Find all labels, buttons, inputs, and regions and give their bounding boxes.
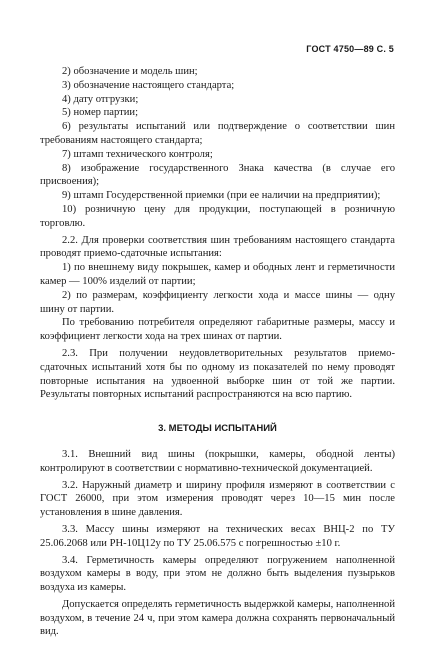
paragraph-2-2-item-2: 2) по размерам, коэффициенту легкости хода и массе шины — одну шину от партии.: [40, 289, 395, 315]
section-title: 3. МЕТОДЫ ИСПЫТАНИЙ: [158, 423, 277, 435]
paragraph-3-4: 3.4. Герметичность камеры определяют погружением наполненной воздухом камеры в воду, при этом не должно быть выделения пузырьков воздуха из камеры.: [40, 554, 395, 594]
list-item-6: 6) результаты испытаний или подтверждение о соответствии шин требованиям настоящего стандарта;: [40, 121, 395, 146]
list-item-7: 7) штамп технического контроля;: [62, 148, 213, 160]
page-header: ГОСТ 4750—89 С. 5: [306, 44, 394, 54]
paragraph-2-3: 2.3. При получении неудовлетворительных результатов приемо-сдаточных испытаний хотя бы по одному из показателей по нему проводят повторные испытания на удвоенной выборке шин от той же партии. Результаты повторных испытаний распространяются на всю партию.: [40, 347, 395, 401]
paragraph-3-3: 3.3. Массу шины измеряют на технических весах ВНЦ-2 по ТУ 25.06.2068 или РН-10Ц12у по ТУ 25.06.575 с погрешностью ±10 г.: [40, 523, 395, 549]
document-body: [40, 65, 395, 639]
paragraph-3-1: 3.1. Внешний вид шины (покрышки, камеры, ободной ленты) контролируют в соответствии с нормативно-технической документацией.: [40, 448, 395, 474]
list-item-2: 2) обозначение и модель шин;: [62, 66, 198, 77]
list-item-4: 4) дату отгрузки;: [62, 93, 139, 105]
paragraph-3-2: 3.2. Наружный диаметр и ширину профиля измеряют в соответствии с ГОСТ 26000, при этом измерения проводят через 10—15 мин после установления в шине давления.: [40, 479, 395, 519]
list-item-3: 3) обозначение настоящего стандарта;: [62, 79, 235, 91]
paragraph-2-2-item-1: 1) по внешнему виду покрышек, камер и ободных лент и герметичности камер — 100% изделий от партии;: [40, 262, 395, 287]
paragraph-consumer: По требованию потребителя определяют габаритные размеры, массу и коэффициент легкости хода на трех шинах от партии.: [40, 317, 395, 343]
paragraph-final: Допускается определять герметичность выдержкой камеры, наполненной воздухом, в течение 24 ч, при этом камера должна сохранять первоначальный вид.: [40, 598, 395, 638]
list-item-9: 9) штамп Госудерственной приемки (при ее наличии на предприятии);: [62, 190, 381, 202]
list-item-5: 5) номер партии;: [62, 107, 139, 119]
paragraph-2-2: 2.2. Для проверки соответствия шин требованиям настоящего стандарта проводят приемо-сдаточные испытания:: [40, 234, 395, 260]
list-item-8: 8) изображение государственного Знака качества (в случае его присвоения);: [40, 162, 395, 188]
list-item-10: 10) розничную цену для продукции, поступающей в розничную торговлю.: [40, 203, 395, 229]
